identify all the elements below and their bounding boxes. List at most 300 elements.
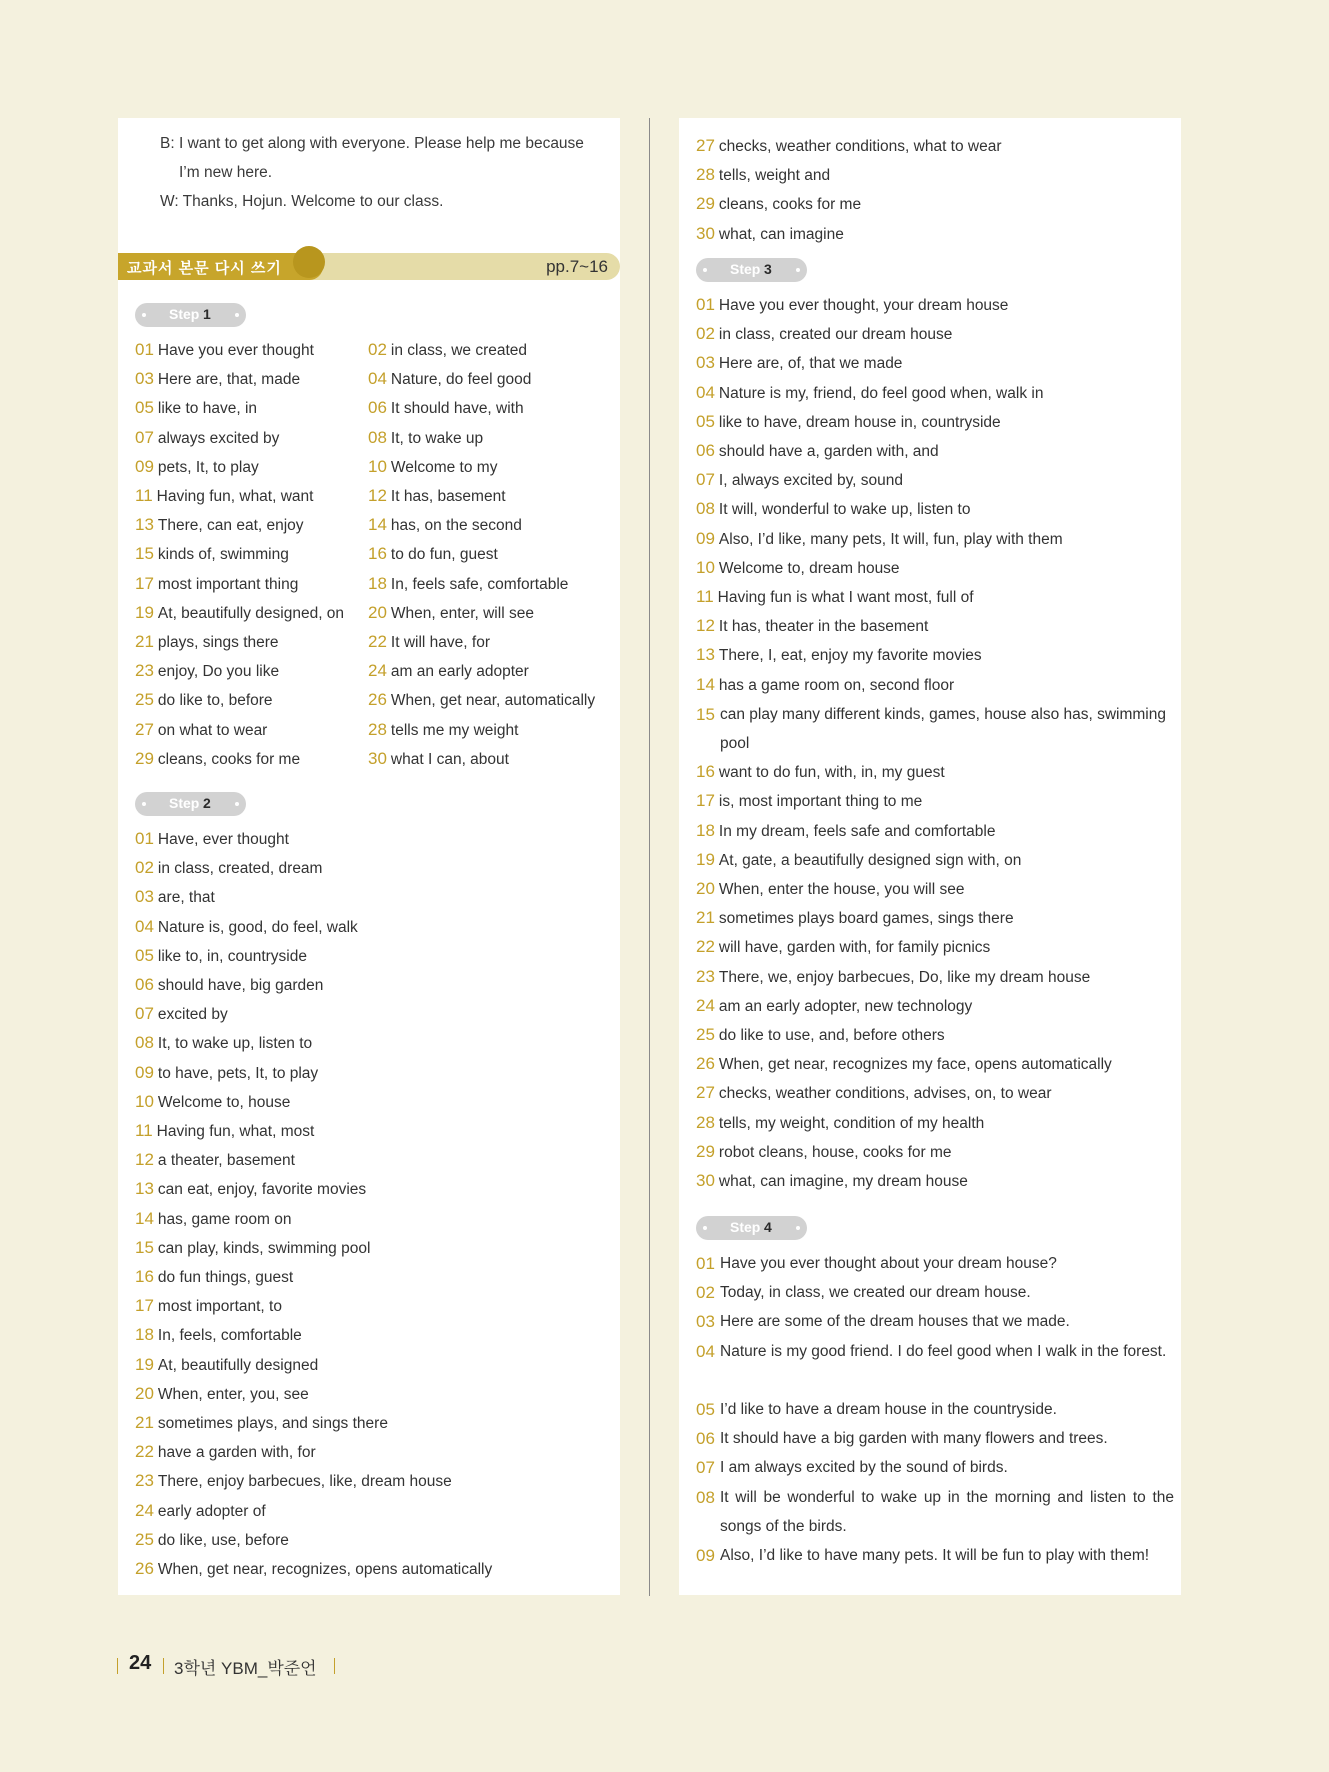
list-item — [696, 644, 982, 670]
item-text: Nature is my, friend, do feel good when, walk in — [718, 384, 1044, 402]
list-item — [696, 294, 1008, 320]
list-item — [135, 1003, 228, 1029]
item-number: 11 — [135, 1121, 153, 1140]
item-text: In, feels safe, comfortable — [390, 575, 569, 593]
item-number: 23 — [696, 966, 715, 986]
item-number: 12 — [368, 486, 387, 505]
list-item — [696, 790, 922, 816]
item-number: 01 — [696, 295, 715, 314]
item-number: 30 — [696, 1171, 715, 1190]
item-text: I’d like to have a dream house in the countryside. — [720, 1401, 1057, 1418]
list-item — [368, 543, 498, 569]
item-text: There, we, enjoy barbecues, Do, like my dream house — [718, 968, 1091, 986]
item-number: 01 — [696, 1254, 715, 1273]
item-text: Have, ever thought — [157, 831, 289, 848]
list-item — [696, 557, 900, 583]
item-number: 27 — [135, 719, 154, 739]
list-item — [135, 1091, 290, 1117]
item-text: always excited by — [157, 429, 280, 447]
item-number: 03 — [696, 353, 715, 373]
item-text: Welcome to, dream house — [718, 559, 900, 577]
list-item — [696, 1453, 1174, 1482]
item-text: When, enter, will see — [390, 604, 534, 622]
list-item — [696, 1112, 984, 1138]
item-number: 19 — [696, 849, 715, 869]
list-item — [368, 397, 524, 423]
step-label: Step — [169, 795, 200, 811]
step-1-badge — [135, 303, 246, 327]
item-number: 16 — [135, 1267, 154, 1286]
list-item — [135, 427, 279, 453]
item-text: Having fun, what, most — [156, 1123, 315, 1140]
item-text: When, get near, recognizes my face, opens automatically — [718, 1056, 1112, 1074]
item-number: 30 — [368, 748, 387, 768]
item-text: do like to use, and, before others — [718, 1027, 945, 1044]
list-item — [368, 631, 490, 657]
item-text: early adopter of — [157, 1502, 266, 1520]
item-text: kinds of, swimming — [157, 546, 289, 564]
item-text: Also, I’d like to have many pets. It will be fun to play with them! — [720, 1547, 1150, 1564]
step-label: Step — [169, 306, 200, 322]
list-item — [696, 907, 1014, 933]
item-text: cleans, cooks for me — [157, 750, 301, 768]
list-item — [696, 223, 844, 249]
item-number: 18 — [696, 820, 715, 840]
item-text: in class, created, dream — [157, 860, 323, 878]
item-number: 11 — [696, 587, 714, 606]
list-item — [696, 1424, 1174, 1453]
list-item — [696, 878, 964, 904]
item-number: 02 — [696, 324, 715, 344]
page-number: 24 — [129, 1652, 152, 1674]
item-number: 07 — [135, 1004, 154, 1024]
step-number: 1 — [203, 306, 211, 322]
item-text: It will, wonderful to wake up, listen to — [718, 501, 971, 519]
item-number: 27 — [696, 1083, 715, 1103]
list-item — [696, 1541, 1174, 1570]
item-number: 21 — [135, 632, 154, 651]
item-number: 14 — [135, 1208, 154, 1228]
list-item — [135, 1383, 309, 1409]
item-text: can eat, enjoy, favorite movies — [157, 1181, 367, 1199]
item-number: 28 — [368, 719, 387, 739]
list-item — [135, 397, 257, 423]
item-number: 05 — [135, 398, 154, 418]
list-item — [696, 382, 1043, 408]
item-text: am an early adopter, new technology — [718, 997, 973, 1015]
item-text: When, get near, automatically — [390, 692, 596, 710]
item-number: 19 — [135, 1354, 154, 1374]
item-number: 07 — [696, 470, 715, 490]
list-item — [135, 456, 259, 482]
item-number: 29 — [135, 748, 154, 768]
item-text: It, to wake up, listen to — [157, 1035, 313, 1053]
item-text: is, most important thing to me — [718, 793, 923, 811]
list-item — [696, 820, 995, 846]
item-text: It, to wake up — [390, 429, 484, 447]
list-item — [135, 1412, 388, 1438]
item-number: 09 — [696, 528, 715, 548]
item-number: 20 — [135, 1383, 154, 1403]
item-text: are, that — [157, 889, 215, 907]
item-text: Nature is my good friend. I do feel good when I walk in the forest. — [720, 1342, 1167, 1360]
item-text: most important, to — [157, 1298, 282, 1316]
list-item — [368, 719, 518, 745]
item-number: 13 — [135, 1179, 154, 1199]
item-text: robot cleans, house, cooks for me — [718, 1143, 952, 1161]
list-item — [135, 1354, 318, 1380]
dialogue-line: B: I want to get along with everyone. Please help me because — [160, 135, 584, 152]
item-text: should have a, garden with, and — [718, 443, 939, 460]
list-item — [135, 368, 300, 394]
item-text: Also, I’d like, many pets, It will, fun, play with them — [718, 530, 1063, 548]
item-text: Welcome to, house — [157, 1093, 291, 1111]
item-text: can play, kinds, swimming pool — [157, 1239, 371, 1257]
list-item — [696, 1249, 1174, 1278]
item-text: At, beautifully designed, on — [157, 604, 345, 622]
item-text: It should have, with — [390, 400, 524, 418]
list-item — [696, 586, 974, 612]
item-number: 22 — [696, 937, 715, 957]
item-text: like to have, dream house in, countryside — [718, 413, 1001, 431]
step-number: 3 — [764, 261, 772, 277]
item-number: 19 — [135, 602, 154, 622]
item-number: 22 — [368, 632, 387, 651]
list-item — [135, 543, 289, 569]
item-number: 29 — [696, 1141, 715, 1161]
item-number: 24 — [368, 661, 387, 681]
item-text: Nature is, good, do feel, walk — [157, 918, 358, 936]
footer-divider — [163, 1658, 164, 1674]
item-text: in class, created our dream house — [718, 326, 953, 344]
item-number: 13 — [696, 645, 715, 665]
list-item — [696, 1053, 1112, 1079]
list-item — [696, 995, 972, 1021]
item-number: 15 — [135, 544, 154, 564]
item-number: 03 — [135, 887, 154, 907]
item-number: 09 — [696, 1546, 715, 1565]
list-item — [135, 1295, 282, 1321]
item-number: 13 — [135, 515, 154, 535]
item-number: 25 — [135, 1529, 154, 1549]
item-number: 30 — [696, 223, 715, 243]
item-text: checks, weather conditions, what to wear — [718, 138, 1002, 155]
item-text: It has, theater in the basement — [718, 618, 929, 636]
list-item — [368, 689, 595, 715]
list-item — [135, 719, 267, 745]
step-label: Step — [730, 261, 761, 277]
list-item — [135, 1470, 452, 1496]
list-item — [696, 164, 830, 190]
item-text: on what to wear — [157, 721, 268, 739]
item-text: tells me my weight — [390, 721, 519, 739]
item-text: In my dream, feels safe and comfortable — [718, 822, 996, 840]
list-item — [696, 440, 939, 466]
item-number: 23 — [135, 1471, 154, 1491]
item-number: 21 — [135, 1413, 154, 1432]
item-number: 02 — [135, 858, 154, 878]
list-item — [696, 1483, 1174, 1541]
book-title: 3학년 YBM_박준언 — [174, 1659, 317, 1678]
item-number: 14 — [368, 515, 387, 535]
item-text: to have, pets, It, to play — [157, 1064, 319, 1082]
item-number: 07 — [135, 427, 154, 447]
item-text: like to, in, countryside — [157, 947, 307, 965]
dialogue-line: W: Thanks, Hojun. Welcome to our class. — [160, 193, 444, 210]
item-number: 29 — [696, 194, 715, 214]
item-number: 04 — [696, 382, 715, 402]
list-item — [696, 1278, 1174, 1307]
item-number: 03 — [696, 1312, 715, 1332]
list-item — [135, 1062, 318, 1088]
list-item — [135, 1237, 370, 1263]
item-number: 27 — [696, 136, 715, 155]
section-banner — [118, 249, 620, 280]
item-number: 15 — [696, 704, 715, 724]
item-text: Nature, do feel good — [390, 371, 532, 389]
item-number: 10 — [135, 1091, 154, 1111]
item-text: There, can eat, enjoy — [157, 517, 304, 535]
list-item — [135, 1208, 291, 1234]
item-text: Have you ever thought — [157, 342, 314, 359]
item-text: has a game room on, second floor — [718, 676, 955, 694]
item-text: sometimes plays, and sings there — [157, 1415, 388, 1432]
item-text: There, enjoy barbecues, like, dream house — [157, 1473, 452, 1491]
list-item — [135, 602, 344, 628]
footer-divider — [117, 1658, 118, 1674]
item-text: enjoy, Do you like — [157, 663, 280, 681]
item-text: When, get near, recognizes, opens automatically — [157, 1561, 493, 1578]
item-text: Here are, that, made — [157, 371, 301, 389]
item-text: I am always excited by the sound of birds. — [720, 1459, 1008, 1477]
item-number: 26 — [135, 1559, 154, 1578]
item-text: do like, use, before — [157, 1531, 289, 1549]
item-text: excited by — [157, 1006, 228, 1024]
list-item — [135, 1149, 295, 1175]
dialogue-line: I’m new here. — [179, 164, 273, 181]
item-number: 23 — [135, 661, 154, 681]
step-3-badge — [696, 258, 807, 282]
item-text: Welcome to my — [390, 458, 498, 476]
item-number: 08 — [696, 499, 715, 519]
list-item — [696, 674, 954, 700]
list-item — [696, 1024, 945, 1050]
item-text: to do fun, guest — [390, 546, 498, 564]
item-number: 01 — [135, 340, 154, 359]
item-text: There, I, eat, enjoy my favorite movies — [718, 647, 982, 665]
item-number: 01 — [135, 829, 154, 848]
list-item — [368, 368, 531, 394]
list-item — [135, 748, 300, 774]
item-number: 02 — [696, 1283, 715, 1303]
item-number: 17 — [696, 791, 715, 811]
list-item — [135, 1120, 314, 1146]
list-item — [368, 456, 497, 482]
item-number: 24 — [696, 995, 715, 1015]
item-text: a theater, basement — [157, 1152, 295, 1170]
item-number: 24 — [135, 1500, 154, 1520]
list-item — [696, 849, 1021, 875]
dialogue-box — [118, 118, 620, 229]
item-text: checks, weather conditions, advises, on, to wear — [718, 1085, 1052, 1103]
list-item — [135, 945, 307, 971]
item-text: When, enter, you, see — [157, 1385, 309, 1403]
list-item — [135, 1500, 266, 1526]
item-text: most important thing — [157, 575, 299, 593]
item-number: 22 — [135, 1442, 154, 1462]
list-item — [696, 528, 1063, 554]
item-text: tells, weight and — [718, 167, 831, 185]
section-title: 교과서 본문 다시 쓰기 — [127, 260, 282, 277]
list-item — [696, 1395, 1174, 1424]
list-item — [135, 1529, 289, 1555]
item-text: plays, sings there — [157, 634, 279, 651]
banner-circle-icon — [293, 246, 325, 278]
list-item — [135, 916, 358, 942]
item-number: 16 — [368, 544, 387, 564]
item-number: 08 — [696, 1487, 715, 1507]
item-text: do fun things, guest — [157, 1269, 294, 1286]
step-number: 4 — [764, 1219, 772, 1235]
list-item — [696, 1141, 952, 1167]
item-number: 09 — [135, 456, 154, 476]
list-item — [135, 1441, 316, 1467]
item-number: 04 — [368, 369, 387, 389]
item-number: 18 — [368, 573, 387, 593]
item-number: 20 — [696, 879, 715, 898]
list-item — [135, 886, 215, 912]
item-text: will have, garden with, for family picnics — [718, 939, 991, 957]
list-item — [368, 427, 483, 453]
item-text: has, on the second — [390, 517, 522, 535]
list-item — [135, 485, 313, 511]
item-text: In, feels, comfortable — [157, 1327, 302, 1345]
list-item — [696, 323, 952, 349]
item-number: 28 — [696, 1112, 715, 1132]
item-number: 12 — [135, 1150, 154, 1170]
item-number: 26 — [696, 1054, 715, 1074]
item-text: have a garden with, for — [157, 1444, 316, 1462]
item-number: 25 — [696, 1025, 715, 1044]
item-number: 10 — [368, 456, 387, 476]
item-text: It will have, for — [390, 634, 490, 651]
list-item — [368, 485, 506, 511]
item-number: 07 — [696, 1458, 715, 1478]
item-text: At, gate, a beautifully designed sign with, on — [718, 851, 1022, 869]
item-number: 12 — [696, 616, 715, 636]
list-item — [696, 135, 1002, 161]
item-text: Having fun, what, want — [156, 488, 314, 505]
right-column — [679, 118, 1181, 1595]
item-text: Having fun is what I want most, full of — [717, 589, 974, 606]
item-number: 26 — [368, 690, 387, 710]
item-text: Have you ever thought about your dream house? — [720, 1255, 1057, 1272]
item-text: can play many different kinds, games, house also has, swimming pool — [720, 705, 1166, 752]
item-text: I, always excited by, sound — [718, 472, 904, 490]
list-item — [696, 700, 1174, 758]
step-label: Step — [730, 1219, 761, 1235]
list-item — [696, 1082, 1051, 1108]
item-number: 06 — [696, 441, 715, 460]
list-item — [696, 1307, 1174, 1336]
item-number: 06 — [696, 1429, 715, 1449]
item-number: 06 — [368, 398, 387, 418]
item-number: 05 — [696, 411, 715, 431]
list-item — [135, 857, 322, 883]
item-text: tells, my weight, condition of my health — [718, 1114, 985, 1132]
item-number: 18 — [135, 1325, 154, 1345]
item-number: 03 — [135, 369, 154, 389]
list-item — [696, 966, 1090, 992]
list-item — [696, 761, 945, 787]
item-number: 11 — [135, 486, 153, 505]
list-item — [135, 1558, 492, 1584]
item-text: pets, It, to play — [157, 458, 259, 476]
item-text: want to do fun, with, in, my guest — [718, 764, 945, 782]
list-item — [368, 514, 522, 540]
item-text: It will be wonderful to wake up in the morning and listen to the songs of the birds. — [720, 1488, 1174, 1535]
list-item — [696, 936, 990, 962]
list-item — [696, 469, 903, 495]
list-item — [696, 411, 1001, 437]
list-item — [135, 631, 279, 657]
item-text: sometimes plays board games, sings there — [718, 910, 1014, 928]
list-item — [368, 339, 527, 365]
list-item — [135, 339, 314, 365]
item-number: 04 — [696, 1341, 715, 1361]
list-item — [135, 1324, 302, 1350]
item-number: 05 — [135, 945, 154, 965]
list-item — [135, 573, 298, 599]
list-item — [696, 1170, 968, 1196]
item-text: At, beautifully designed — [157, 1356, 319, 1374]
list-item — [135, 514, 304, 540]
item-text: Here are some of the dream houses that we made. — [720, 1313, 1070, 1331]
item-number: 14 — [696, 674, 715, 694]
step-4-badge — [696, 1216, 807, 1240]
list-item — [135, 1266, 293, 1292]
footer-divider — [334, 1658, 335, 1674]
list-item — [135, 828, 289, 854]
item-text: When, enter the house, you will see — [718, 881, 965, 898]
item-text: like to have, in — [157, 400, 258, 418]
list-item — [696, 1337, 1174, 1366]
item-number: 09 — [135, 1062, 154, 1082]
item-text: what, can imagine — [718, 225, 844, 243]
list-item — [135, 1178, 366, 1204]
item-number: 08 — [368, 427, 387, 447]
item-number: 17 — [135, 1296, 154, 1316]
item-number: 20 — [368, 602, 387, 622]
item-number: 02 — [368, 340, 387, 359]
item-text: in class, we created — [390, 342, 528, 359]
item-number: 05 — [696, 1400, 715, 1419]
list-item — [135, 974, 323, 1000]
item-number: 08 — [135, 1033, 154, 1053]
item-number: 25 — [135, 690, 154, 710]
item-number: 28 — [696, 165, 715, 185]
list-item — [696, 615, 928, 641]
list-item — [135, 660, 279, 686]
list-item — [135, 689, 273, 715]
list-item — [696, 193, 861, 219]
item-number: 10 — [696, 557, 715, 577]
item-text: cleans, cooks for me — [718, 196, 862, 214]
item-text: what I can, about — [390, 750, 509, 768]
item-text: It should have a big garden with many flowers and trees. — [720, 1430, 1108, 1448]
item-number: 16 — [696, 762, 715, 782]
list-item — [135, 1032, 312, 1058]
